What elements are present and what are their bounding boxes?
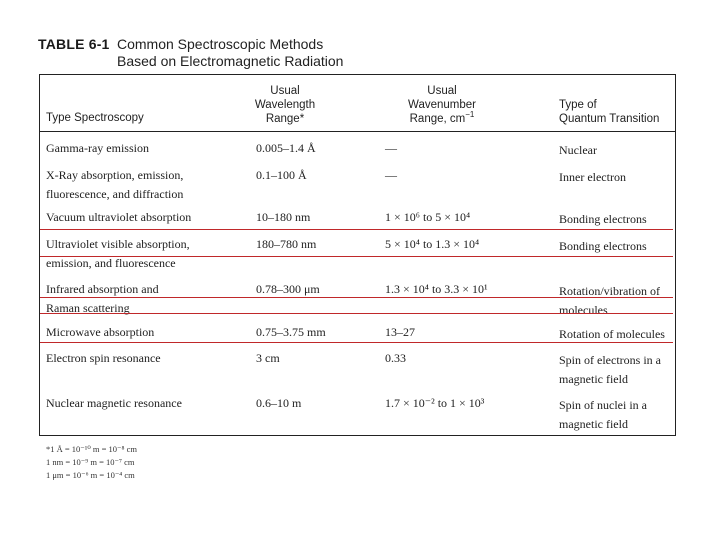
red-underline-row-5a xyxy=(40,297,673,298)
header-wavenumber-line-3 xyxy=(392,112,492,126)
row-1-type: Gamma-ray emission xyxy=(46,141,149,155)
row-4-type-line-2: emission, and fluorescence xyxy=(46,256,176,270)
row-4-wavelength: 180–780 nm xyxy=(256,237,317,251)
header-wavenumber-sup: −1 xyxy=(465,110,475,120)
row-3-wavenumber: 1 × 10⁶ to 5 × 10⁴ xyxy=(385,210,471,224)
row-2-type-line-1: X-Ray absorption, emission, xyxy=(46,168,184,182)
header-wavenumber-unit: Range, cm xyxy=(409,113,466,125)
row-5-wavelength: 0.78–300 μm xyxy=(256,282,320,296)
row-7-wavelength: 3 cm xyxy=(256,351,280,365)
header-type-spectroscopy: Type Spectroscopy xyxy=(46,112,144,124)
row-4-type-line-1: Ultraviolet visible absorption, xyxy=(46,237,190,251)
header-wavenumber-line-1: Usual xyxy=(427,85,457,97)
row-7-transition-line-1: Spin of electrons in a xyxy=(559,353,661,367)
row-5-transition-line-2: molecules xyxy=(559,303,608,317)
row-5-wavenumber: 1.3 × 10⁴ to 3.3 × 10¹ xyxy=(385,282,488,296)
row-2-transition: Inner electron xyxy=(559,170,626,184)
row-4-transition: Bonding electrons xyxy=(559,239,647,253)
row-3-transition: Bonding electrons xyxy=(559,212,647,226)
row-6-wavenumber: 13–27 xyxy=(385,325,415,339)
row-6-wavelength: 0.75–3.75 mm xyxy=(256,325,326,339)
row-2-wavenumber: — xyxy=(385,168,397,182)
red-underline-row-6 xyxy=(40,342,673,343)
footnote-1: *1 Å = 10⁻¹⁰ m = 10⁻⁸ cm xyxy=(46,444,137,454)
row-6-transition: Rotation of molecules xyxy=(559,327,665,341)
row-3-type: Vacuum ultraviolet absorption xyxy=(46,210,192,224)
row-8-wavenumber: 1.7 × 10⁻² to 1 × 10³ xyxy=(385,396,485,410)
row-5-transition xyxy=(559,282,660,320)
row-8-transition xyxy=(559,396,647,434)
table-label: TABLE 6-1 xyxy=(38,36,110,52)
row-2-type-line-2: fluorescence, and diffraction xyxy=(46,187,184,201)
header-transition-line-1: Type of xyxy=(559,99,597,111)
row-7-wavenumber: 0.33 xyxy=(385,351,406,365)
row-8-wavelength: 0.6–10 m xyxy=(256,396,302,410)
table-title-line-1: Common Spectroscopic Methods xyxy=(117,36,324,52)
row-7-transition-line-2: magnetic field xyxy=(559,372,628,386)
footnote-3: 1 μm = 10⁻⁶ m = 10⁻⁴ cm xyxy=(46,470,135,480)
header-transition-line-2: Quantum Transition xyxy=(559,113,660,125)
header-rule xyxy=(40,131,675,132)
footnote-2: 1 nm = 10⁻⁹ m = 10⁻⁷ cm xyxy=(46,457,135,467)
red-underline-row-4 xyxy=(40,256,673,257)
row-3-wavelength: 10–180 nm xyxy=(256,210,311,224)
header-wavelength xyxy=(240,84,330,126)
red-underline-row-3 xyxy=(40,229,673,230)
row-8-transition-line-2: magnetic field xyxy=(559,417,628,431)
row-4-type xyxy=(46,235,190,273)
table-title xyxy=(117,36,343,70)
row-2-type xyxy=(46,166,183,204)
red-underline-row-5b xyxy=(40,313,673,314)
header-wavenumber-line-2: Wavenumber xyxy=(408,99,476,111)
row-1-wavenumber: — xyxy=(385,141,397,155)
row-8-type: Nuclear magnetic resonance xyxy=(46,396,182,410)
row-1-transition: Nuclear xyxy=(559,143,597,157)
header-wavelength-line-3: Range* xyxy=(265,113,305,125)
row-2-wavelength: 0.1–100 Å xyxy=(256,168,307,182)
header-wavenumber xyxy=(392,84,492,126)
row-5-type-line-2: Raman scattering xyxy=(46,301,130,315)
row-7-transition xyxy=(559,351,661,389)
row-7-type: Electron spin resonance xyxy=(46,351,161,365)
row-5-transition-line-1: Rotation/vibration of xyxy=(559,284,660,298)
header-transition xyxy=(559,98,659,126)
row-4-wavenumber: 5 × 10⁴ to 1.3 × 10⁴ xyxy=(385,237,480,251)
header-wavelength-line-2: Wavelength xyxy=(254,99,316,111)
row-1-wavelength: 0.005–1.4 Å xyxy=(256,141,316,155)
table-title-line-2: Based on Electromagnetic Radiation xyxy=(117,53,344,69)
row-8-transition-line-1: Spin of nuclei in a xyxy=(559,398,647,412)
row-5-type-line-1: Infrared absorption and xyxy=(46,282,159,296)
row-6-type: Microwave absorption xyxy=(46,325,155,339)
header-wavelength-line-1: Usual xyxy=(270,85,300,97)
